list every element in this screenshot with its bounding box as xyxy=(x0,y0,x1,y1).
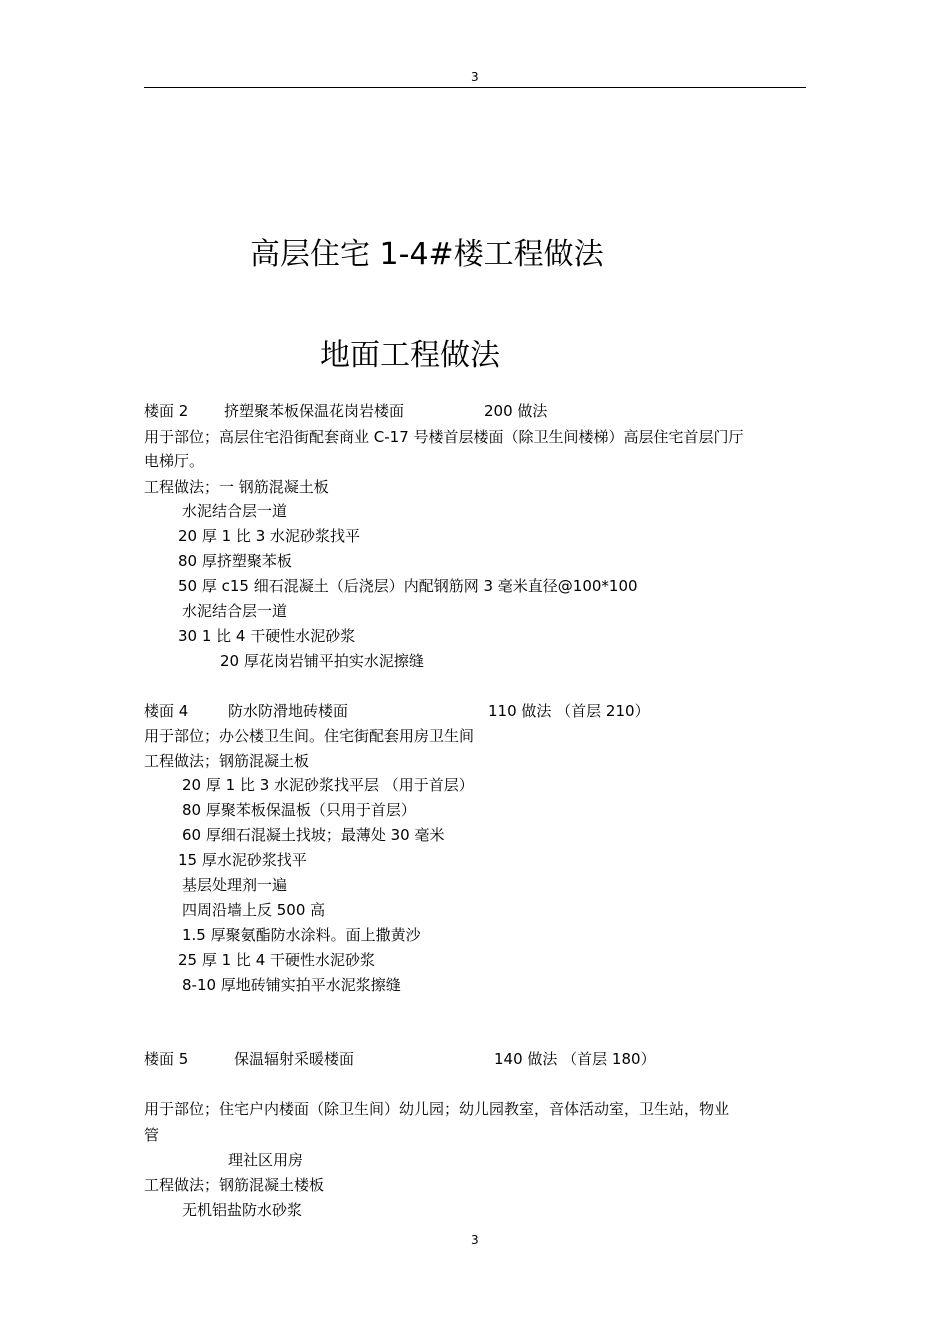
header-rule xyxy=(144,87,806,88)
footer-page-number: 3 xyxy=(471,1233,479,1247)
document-title: 高层住宅 1-4#楼工程做法 xyxy=(250,237,604,272)
usage-text: 管 xyxy=(144,1126,160,1144)
usage-text: 用于部位；住宅户内楼面（除卫生间）幼儿园；幼儿园教室，音体活动室，卫生站，物业 xyxy=(144,1100,730,1118)
method-step: 50 厚 c15 细石混凝土（后浇层）内配钢筋网 3 毫米直径@100*100 xyxy=(178,577,638,595)
method-label: 工程做法；钢筋混凝土楼板 xyxy=(144,1176,325,1194)
usage-text: 用于部位；高层住宅沿街配套商业 C-17 号楼首层楼面（除卫生间楼梯）高层住宅首层门厅 xyxy=(144,428,744,446)
method-step: 20 厚 1 比 3 水泥砂浆找平 xyxy=(178,527,361,545)
section-spec: 140 做法 （首层 180） xyxy=(494,1050,656,1068)
method-step: 15 厚水泥砂浆找平 xyxy=(178,851,307,869)
method-step: 1.5 厚聚氨酯防水涂料。面上撒黄沙 xyxy=(182,926,421,944)
method-step: 30 1 比 4 干硬性水泥砂浆 xyxy=(178,627,356,645)
method-step: 无机铝盐防水砂浆 xyxy=(182,1201,303,1219)
usage-text: 用于部位；办公楼卫生间。住宅街配套用房卫生间 xyxy=(144,727,475,745)
section-heading: 地面工程做法 xyxy=(320,338,500,373)
method-step: 水泥结合层一道 xyxy=(182,502,288,520)
usage-text: 电梯厅。 xyxy=(144,452,205,470)
section-type: 保温辐射采暖楼面 xyxy=(234,1050,355,1068)
method-label: 工程做法；钢筋混凝土板 xyxy=(144,752,310,770)
header-page-number: 3 xyxy=(471,70,479,84)
section-spec: 200 做法 xyxy=(484,402,548,420)
section-name: 楼面 2 xyxy=(144,402,189,420)
method-step: 8-10 厚地砖铺实拍平水泥浆擦缝 xyxy=(182,976,401,994)
section-name: 楼面 4 xyxy=(144,702,189,720)
method-step: 水泥结合层一道 xyxy=(182,602,288,620)
section-name: 楼面 5 xyxy=(144,1050,189,1068)
method-step: 25 厚 1 比 4 干硬性水泥砂浆 xyxy=(178,951,376,969)
section-spec: 110 做法 （首层 210） xyxy=(488,702,650,720)
section-type: 防水防滑地砖楼面 xyxy=(228,702,349,720)
usage-text: 理社区用房 xyxy=(228,1151,304,1169)
method-step: 20 厚花岗岩铺平拍实水泥擦缝 xyxy=(220,652,424,670)
method-step: 20 厚 1 比 3 水泥砂浆找平层 （用于首层） xyxy=(182,776,474,794)
method-step: 四周沿墙上反 500 高 xyxy=(182,901,326,919)
method-step: 60 厚细石混凝土找坡；最薄处 30 毫米 xyxy=(182,826,445,844)
method-step: 80 厚挤塑聚苯板 xyxy=(178,552,292,570)
section-type: 挤塑聚苯板保温花岗岩楼面 xyxy=(224,402,405,420)
method-step: 基层处理剂一遍 xyxy=(182,876,288,894)
method-label: 工程做法；一 钢筋混凝土板 xyxy=(144,478,329,496)
method-step: 80 厚聚苯板保温板（只用于首层） xyxy=(182,801,416,819)
